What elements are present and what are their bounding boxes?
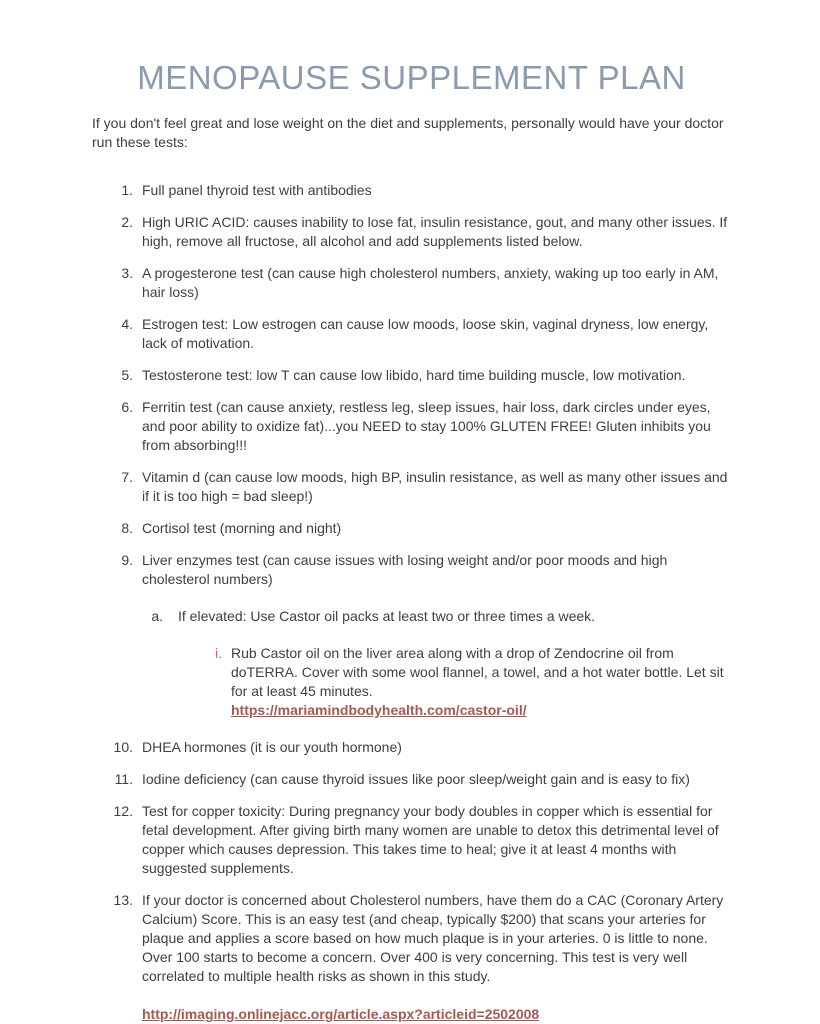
list-item-text: Full panel thyroid test with antibodies (142, 182, 372, 198)
list-item-number: 9. (121, 552, 133, 568)
list-item-13 (92, 891, 731, 986)
list-item-number: 4. (121, 316, 133, 332)
list-item-number: 2. (121, 214, 133, 230)
list-item-9 (92, 551, 731, 589)
list-item-number: 13. (113, 892, 133, 908)
list-item-number: 3. (121, 265, 133, 281)
list-item-5 (92, 366, 731, 385)
list-item-number: 6. (121, 399, 133, 415)
list-item-number: 12. (113, 803, 133, 819)
study-link-paragraph (142, 1005, 731, 1024)
list-item-text: DHEA hormones (it is our youth hormone) (142, 739, 402, 755)
sub-item-a (92, 607, 731, 626)
list-item-number: 11. (114, 771, 133, 787)
list-item-4 (92, 315, 731, 353)
list-item-2 (92, 213, 731, 251)
list-item-3 (92, 264, 731, 302)
intro-paragraph: If you don't feel great and lose weight on the diet and supplements, personally would have your doctor run these tests: (92, 115, 724, 150)
sub-item-text (231, 644, 731, 720)
castor-oil-link[interactable]: https://mariamindbodyhealth.com/castor-oil/ (231, 702, 527, 718)
sub-item-roman-numeral: i. (215, 645, 222, 661)
list-item-text: Liver enzymes test (can cause issues with losing weight and/or poor moods and high cholesterol numbers) (142, 552, 668, 587)
sub-item-i-body: Rub Castor oil on the liver area along with a drop of Zendocrine oil from doTERRA. Cover with some wool flannel, a towel, and a hot water bottle. Let sit for at least 45 minutes. (231, 645, 724, 699)
list-item-number: 10. (113, 739, 133, 755)
list-item-10 (92, 738, 731, 757)
list-item-text: Testosterone test: low T can cause low libido, hard time building muscle, low motivation. (142, 367, 686, 383)
list-item-text: Ferritin test (can cause anxiety, restless leg, sleep issues, hair loss, dark circles under eyes, and poor ability to oxidize fat)...you NEED to stay 100% GLUTEN FREE! Gluten inhibits you from absorbing!!! (142, 399, 711, 453)
numbered-list (92, 181, 731, 1024)
list-item-6 (92, 398, 731, 455)
cac-study-link[interactable]: http://imaging.onlinejacc.org/article.aspx?articleid=2502008 (142, 1006, 540, 1022)
list-item-number: 5. (121, 367, 133, 383)
list-item-8 (92, 519, 731, 538)
list-item-text: A progesterone test (can cause high cholesterol numbers, anxiety, waking up too early in AM, hair loss) (142, 265, 719, 300)
document-title: MENOPAUSE SUPPLEMENT PLAN (137, 59, 686, 96)
list-item-text: Estrogen test: Low estrogen can cause low moods, loose skin, vaginal dryness, low energy, lack of motivation. (142, 316, 709, 351)
list-item-text: Iodine deficiency (can cause thyroid issues like poor sleep/weight gain and is easy to fix) (142, 771, 690, 787)
list-item-7 (92, 468, 731, 506)
list-item-text: If your doctor is concerned about Cholesterol numbers, have them do a CAC (Coronary Artery Calcium) Score. This is an easy test (and cheap, typically $200) that scans your arteries for plaque and applies a score based on how much plaque is in your arteries. 0 is little to none. Over 100 starts to become a concern. Over 400 is very concerning. This test is very well correlated to multiple health risks as shown in this study. (142, 892, 724, 984)
list-item-11 (92, 770, 731, 789)
list-item-text: Vitamin d (can cause low moods, high BP, insulin resistance, as well as many other issues and if it is too high = bad sleep!) (142, 469, 728, 504)
list-item-number: 1. (121, 182, 133, 198)
sub-item-text: If elevated: Use Castor oil packs at least two or three times a week. (178, 608, 596, 624)
castor-oil-link-line (231, 701, 731, 720)
list-item-number: 8. (121, 520, 133, 536)
list-item-text: High URIC ACID: causes inability to lose fat, insulin resistance, gout, and many other issues. If high, remove all fructose, all alcohol and add supplements listed below. (142, 214, 728, 249)
sub-item-letter: a. (151, 608, 163, 624)
list-item-text: Test for copper toxicity: During pregnancy your body doubles in copper which is essential for fetal development. After giving birth many women are unable to detox this detrimental level of copper which causes depression. This takes time to heal; give it at least 4 months with suggested supplements. (142, 803, 719, 876)
list-item-number: 7. (121, 469, 133, 485)
list-item-1 (92, 181, 731, 200)
list-item-text: Cortisol test (morning and night) (142, 520, 342, 536)
list-item-12 (92, 802, 731, 878)
sub-item-i (92, 644, 731, 720)
